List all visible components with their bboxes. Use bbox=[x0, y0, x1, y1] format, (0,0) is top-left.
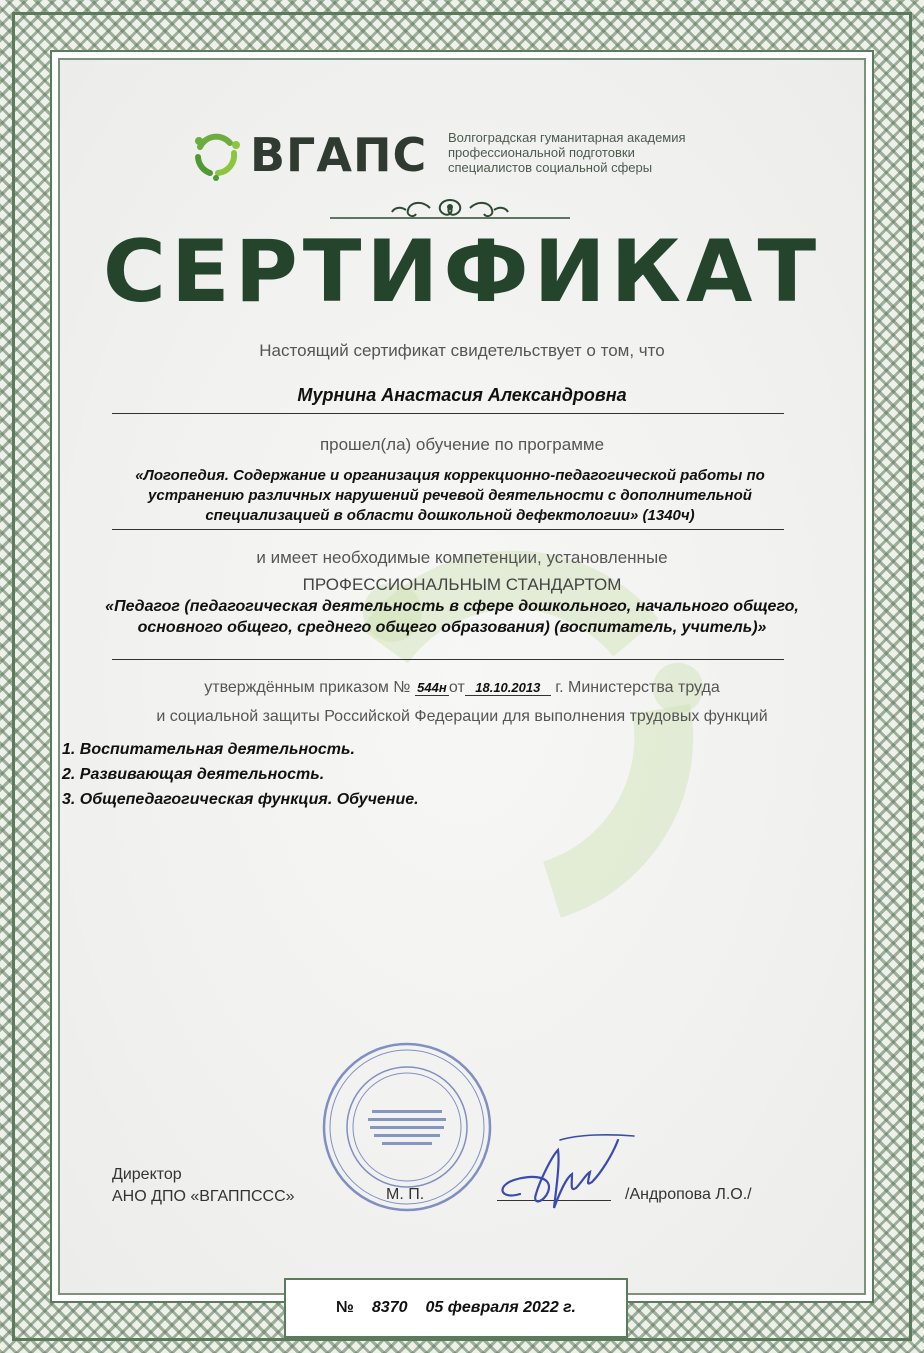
competences-text: и имеет необходимые компетенции, установленные bbox=[256, 548, 668, 567]
ministry-line: и социальной защиты Российской Федерации для выполнения трудовых функций bbox=[156, 708, 768, 725]
director-block bbox=[112, 1164, 295, 1208]
order-date: 18.10.2013 bbox=[465, 680, 551, 696]
stamp-place: М. П. bbox=[386, 1186, 425, 1203]
order-line bbox=[0, 679, 924, 697]
standard-label: ПРОФЕССИОНАЛЬНЫМ СТАНДАРТОМ bbox=[302, 575, 622, 594]
org-description-line: специалистов социальной сферы bbox=[448, 160, 653, 175]
function-item: 3. Общепедагогическая функция. Обучение. bbox=[62, 791, 419, 808]
standard-underline bbox=[112, 659, 784, 660]
order-prefix: утверждённым приказом № bbox=[204, 679, 411, 696]
director-title: Директор bbox=[112, 1166, 182, 1183]
org-description-line: профессиональной подготовки bbox=[448, 145, 635, 160]
org-description bbox=[448, 130, 748, 175]
ornament-divider-icon bbox=[330, 192, 570, 226]
logo bbox=[190, 125, 427, 185]
logo-mark-icon bbox=[190, 129, 242, 181]
function-item: 1. Воспитательная деятельность. bbox=[62, 741, 355, 758]
recipient-name: Мурнина Анастасия Александровна bbox=[297, 385, 627, 405]
signer-name: /Андропова Л.О./ bbox=[625, 1186, 752, 1203]
program-underline bbox=[112, 529, 784, 530]
intro-text: Настоящий сертификат свидетельствует о том, что bbox=[259, 341, 665, 360]
function-item: 2. Развивающая деятельность. bbox=[62, 766, 325, 783]
org-description-line: Волгоградская гуманитарная академия bbox=[448, 130, 686, 145]
signature-icon bbox=[490, 1128, 640, 1223]
number-sign: № bbox=[336, 1299, 354, 1316]
program-title: «Логопедия. Содержание и организация коррекционно-педагогической работы по устранению различных нарушений речевой деятельности с дополнительной специализацией в области дошкольной дефектологии» (1340ч) bbox=[135, 467, 765, 524]
order-number: 544н bbox=[415, 680, 449, 696]
logo-text: ВГАПС bbox=[250, 128, 428, 182]
completed-text: прошел(ла) обучение по программе bbox=[319, 435, 605, 454]
director-org: АНО ДПО «ВГАППССС» bbox=[112, 1188, 295, 1205]
certificate-number: 8370 bbox=[371, 1299, 408, 1316]
functions-list bbox=[62, 737, 419, 812]
name-underline bbox=[112, 413, 784, 414]
certificate-title: СЕРТИФИКАТ bbox=[102, 222, 822, 322]
standard-name: «Педагог (педагогическая деятельность в сфере дошкольного, начального общего, основного общего, среднего общего образования) (воспитатель, учитель)» bbox=[105, 598, 799, 636]
certificate-number-box bbox=[284, 1278, 628, 1338]
order-suffix: г. Министерства труда bbox=[555, 679, 720, 696]
order-from: от bbox=[448, 679, 465, 696]
certificate-date: 05 февраля 2022 г. bbox=[425, 1299, 576, 1316]
